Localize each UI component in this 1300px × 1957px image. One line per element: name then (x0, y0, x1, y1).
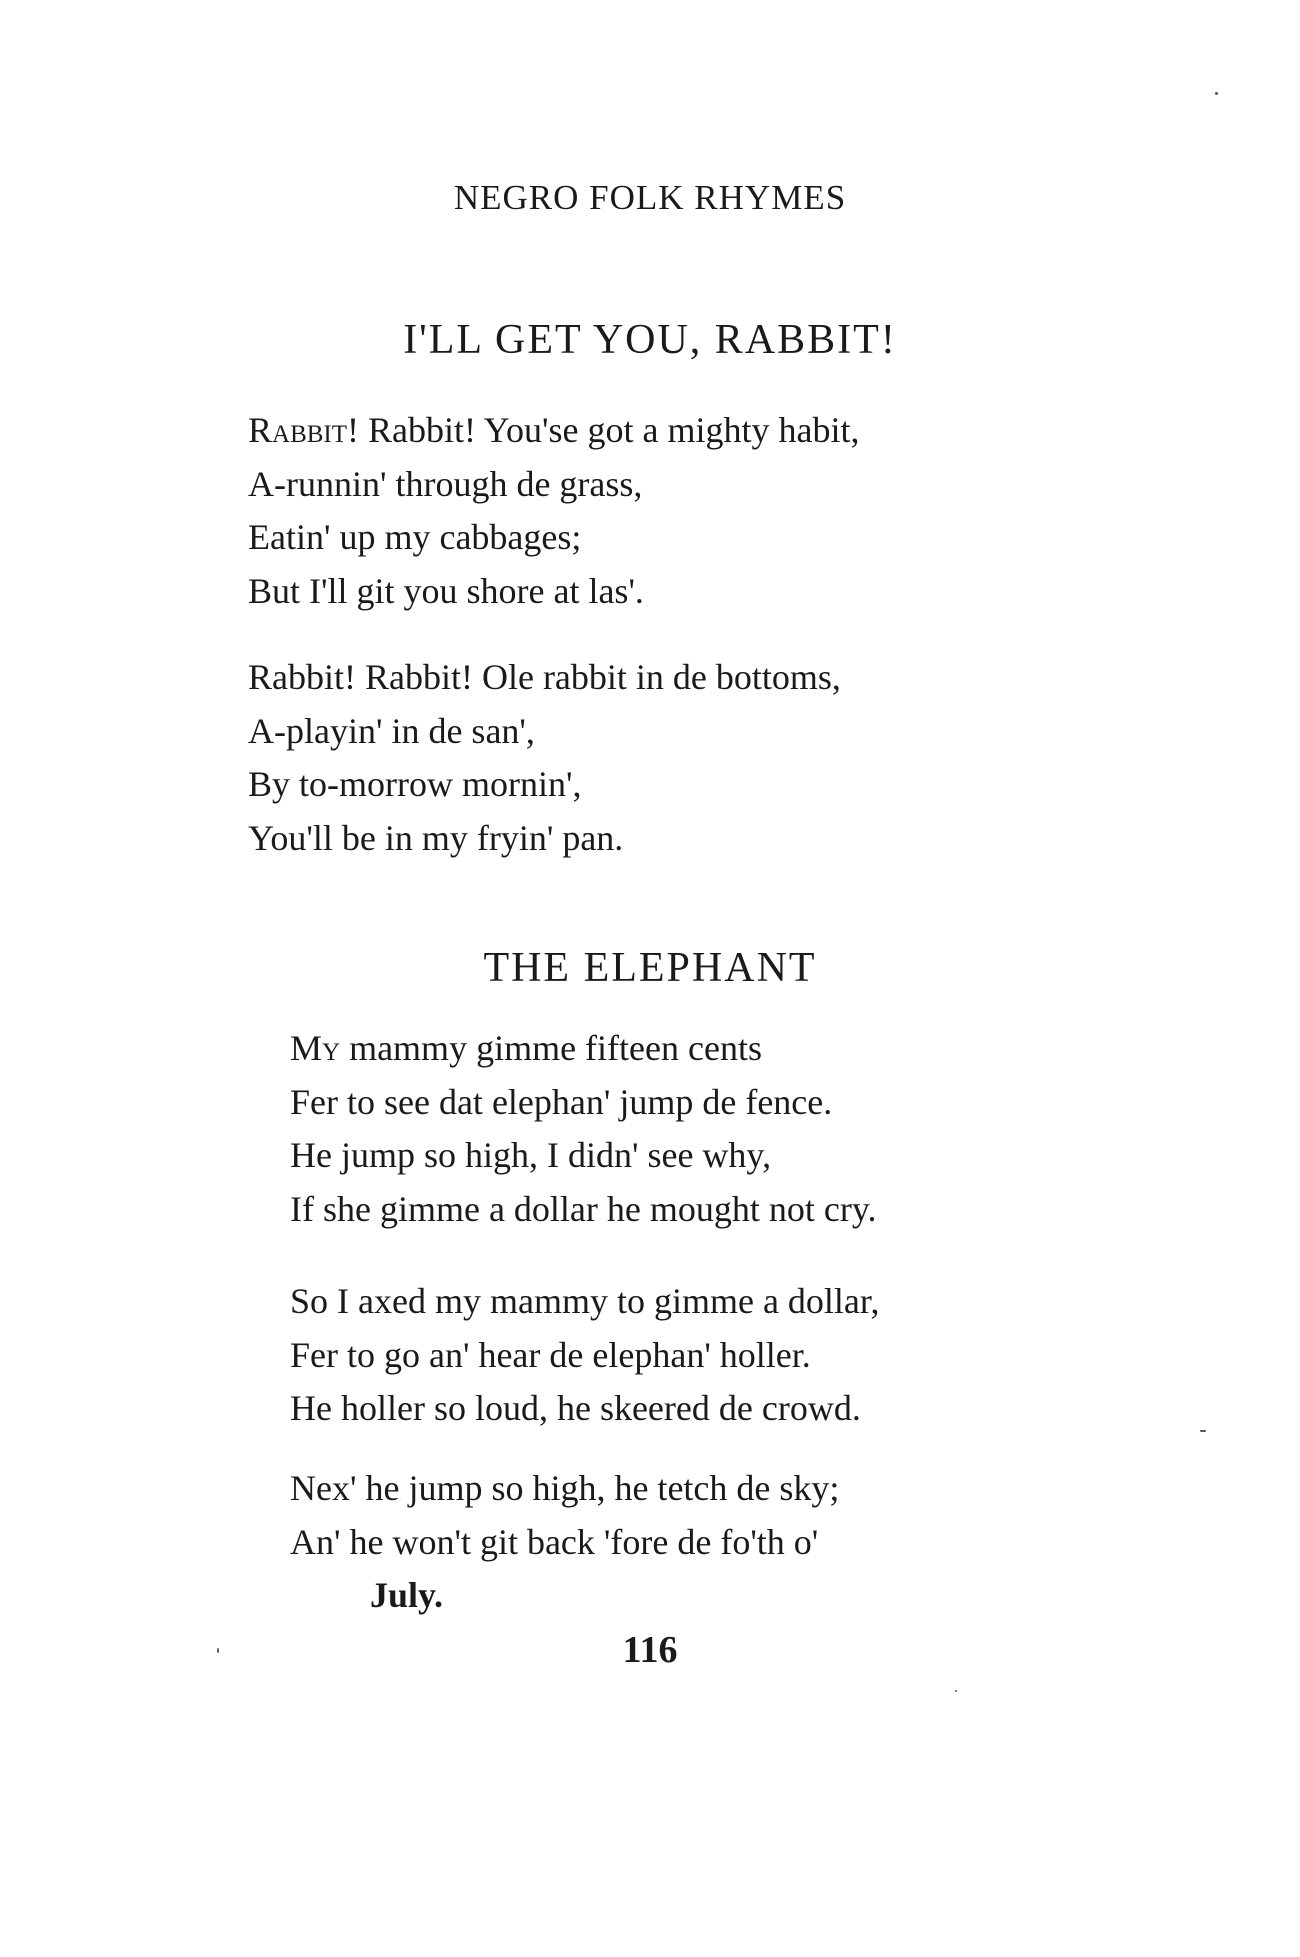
scan-speck (1200, 1430, 1206, 1432)
drop-word: Rabbit (248, 410, 348, 450)
verse-line: Eatin' up my cabbages; (248, 517, 582, 557)
verse-line: He holler so loud, he skeered de crowd. (290, 1388, 861, 1428)
scan-speck (955, 1690, 957, 1692)
verse-line: By to-morrow mornin', (248, 764, 582, 804)
verse-line: So I axed my mammy to gimme a dollar, (290, 1281, 880, 1321)
verse-line (290, 1022, 877, 1076)
stanza (248, 651, 841, 865)
scan-speck (217, 1648, 219, 1653)
verse-line: An' he won't git back 'fore de fo'th o' (290, 1521, 819, 1562)
poem-title-elephant: THE ELEPHANT (483, 945, 817, 991)
verse-line: Rabbit! Rabbit! Ole rabbit in de bottoms, (248, 657, 841, 697)
verse-line-continuation: July. (370, 1575, 444, 1615)
stanza (290, 1022, 877, 1236)
poem-title-rabbit: I'LL GET YOU, RABBIT! (403, 317, 897, 363)
verse-line: But I'll git you shore at las'. (248, 570, 644, 611)
verse-line: Fer to see dat elephan' jump de fence. (290, 1081, 833, 1122)
verse-line: Nex' he jump so high, he tetch de sky; (290, 1468, 840, 1508)
verse-line: Fer to go an' hear de elephan' holler. (290, 1334, 811, 1375)
verse-line: If she gimme a dollar he mought not cry. (290, 1188, 877, 1229)
verse-line-rest: mammy gimme fifteen cents (340, 1028, 762, 1068)
stanza (290, 1275, 879, 1436)
drop-word: My (290, 1028, 341, 1068)
scan-speck (1215, 92, 1218, 95)
verse-line (248, 404, 860, 458)
verse-line: A-playin' in de san', (248, 710, 535, 751)
page-number: 116 (622, 1629, 678, 1671)
verse-line-rest: ! Rabbit! You'se got a mighty habit, (347, 410, 860, 450)
stanza (290, 1462, 839, 1623)
stanza (248, 404, 860, 618)
running-head: NEGRO FOLK RHYMES (453, 178, 847, 217)
verse-line: He jump so high, I didn' see why, (290, 1135, 772, 1175)
verse-line: You'll be in my fryin' pan. (248, 817, 624, 858)
verse-line: A-runnin' through de grass, (248, 463, 643, 504)
